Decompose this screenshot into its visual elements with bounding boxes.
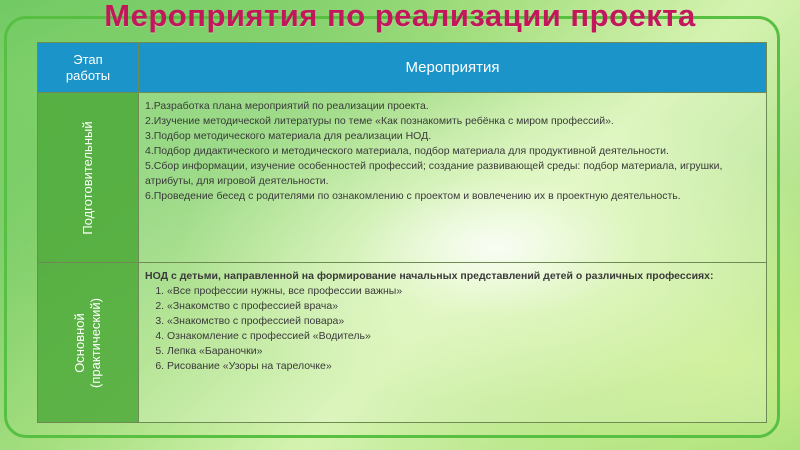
list-item: 3.Подбор методического материала для реализации НОД. — [145, 130, 432, 142]
list-item: 6. Рисование «Узоры на тарелочке» — [167, 359, 758, 374]
stage-label-line: Основной — [72, 312, 87, 373]
header-events: Мероприятия — [139, 43, 767, 93]
table-header-row — [38, 43, 767, 93]
activities-list — [145, 284, 758, 374]
project-plan-table — [37, 42, 767, 423]
events-cell-main — [139, 263, 767, 423]
stage-cell-main — [38, 263, 139, 423]
table-row-main — [38, 263, 767, 423]
list-item: 4. Ознакомление с профессией «Водитель» — [167, 329, 758, 344]
header-stage-line2: работы — [65, 67, 111, 83]
stage-label-line: Подготовительный — [80, 120, 95, 235]
list-item: 1.Разработка плана мероприятий по реализации проекта. — [145, 100, 429, 112]
list-item: 5. Лепка «Бараночки» — [167, 344, 758, 359]
list-item: 1. «Все профессии нужны, все профессии важны» — [167, 284, 758, 299]
header-stage-line1: Этап — [73, 51, 103, 67]
list-item: 2. «Знакомство с профессией врача» — [167, 299, 758, 314]
stage-label-main — [72, 298, 104, 388]
stage-label-preparatory — [80, 121, 96, 234]
header-stage — [38, 43, 139, 93]
slide-title: Мероприятия по реализации проекта — [104, 0, 696, 33]
list-item: 4.Подбор дидактического и методического материала, подбор материала для продуктивной деятельности. — [145, 145, 669, 157]
stage-label-line: (практический) — [88, 297, 103, 388]
list-item: 5.Сбор информации, изучение особенностей профессий; создание развивающей среды: подбор материала, игрушки, атрибуты, для игровой деятельности. — [145, 160, 723, 187]
list-item: 2.Изучение методической литературы по теме «Как познакомить ребёнка с миром профессий». — [145, 115, 614, 127]
list-item: 6.Проведение бесед с родителями по ознакомлению с проектом и вовлечению их в проектную деятельность. — [145, 190, 681, 202]
stage-cell-preparatory — [38, 93, 139, 263]
events-cell-preparatory — [139, 93, 767, 263]
list-item: 3. «Знакомство с профессией повара» — [167, 314, 758, 329]
table-row-preparatory — [38, 93, 767, 263]
nod-heading: НОД с детьми, направленной на формирование начальных представлений детей о различных профессиях: — [145, 270, 714, 282]
